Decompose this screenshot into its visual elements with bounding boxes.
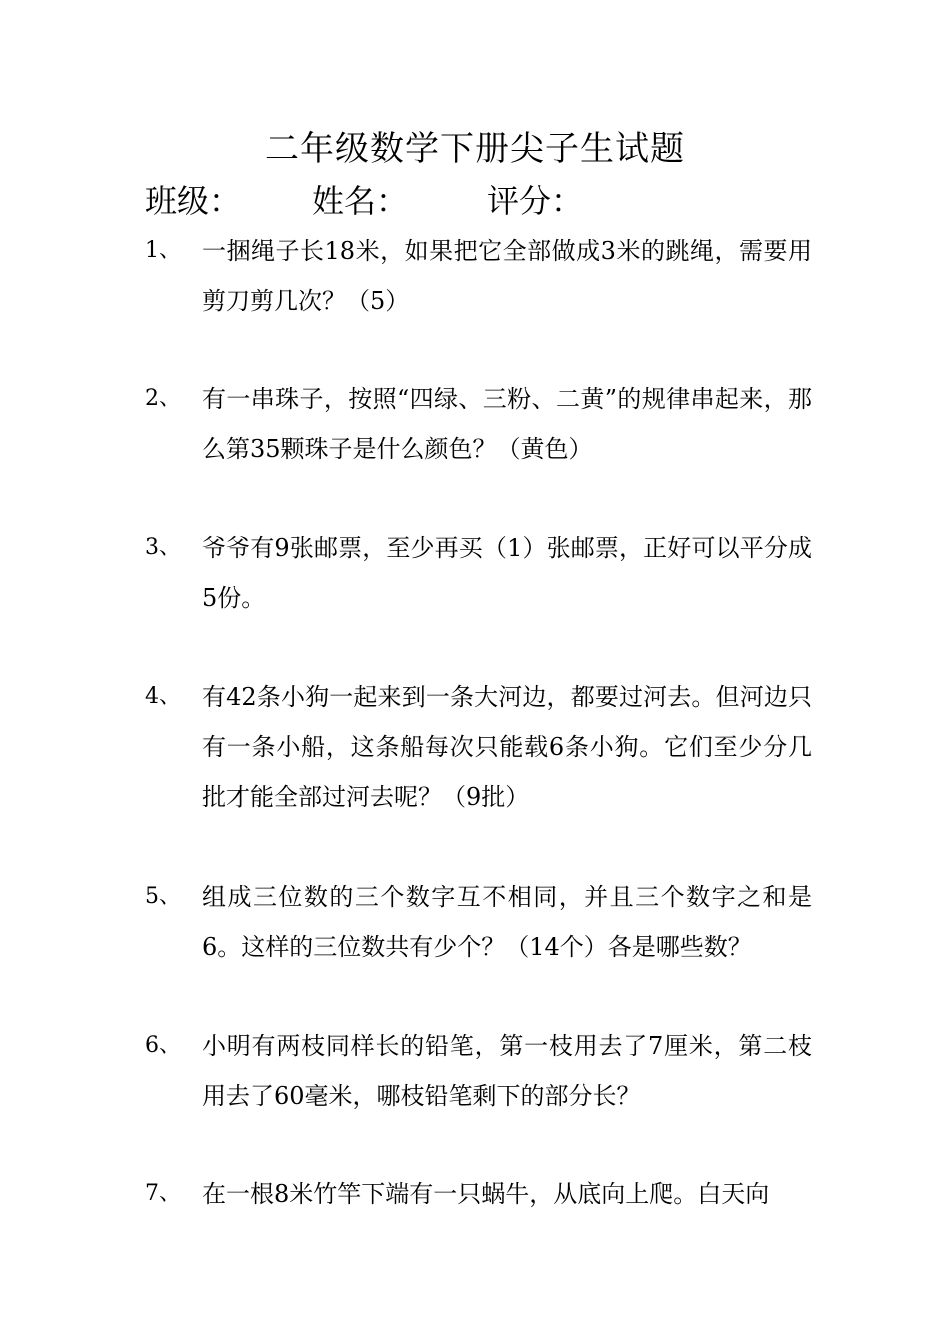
score-label: 评分： <box>487 182 584 220</box>
question-text: 有一串珠子，按照“四绿、三粉、二黄”的规律串起来，那么第35颗珠子是什么颜色？（黄色） <box>202 385 812 463</box>
class-label: 班级： <box>145 182 242 220</box>
name-label: 姓名： <box>312 182 409 220</box>
question-number: 7、 <box>145 1181 181 1206</box>
question-text: 一捆绳子长18米，如果把它全部做成3米的跳绳，需要用剪刀剪几次？（5） <box>202 237 812 315</box>
question-text: 小明有两枝同样长的铅笔，第一枝用去了7厘米，第二枝用去了60毫米，哪枝铅笔剩下的部分长？ <box>202 1032 812 1110</box>
question-text: 在一根8米竹竿下端有一只蜗牛，从底向上爬。白天向 <box>202 1180 770 1208</box>
question-text: 爷爷有9张邮票，至少再买（1）张邮票，正好可以平分成5份。 <box>202 534 812 612</box>
question-number: 1、 <box>145 238 181 263</box>
question-number: 6、 <box>145 1033 181 1058</box>
question-number: 4、 <box>145 684 181 709</box>
page-title: 二年级数学下册尖子生试题 <box>265 129 685 169</box>
question-text: 组成三位数的三个数字互不相同，并且三个数字之和是6。这样的三位数共有少个？（14个）各是哪些数？ <box>202 883 812 961</box>
question-number: 3、 <box>145 535 181 560</box>
question-number: 5、 <box>145 884 181 909</box>
question-text: 有42条小狗一起来到一条大河边，都要过河去。但河边只有一条小船，这条船每次只能载6条小狗。它们至少分几批才能全部过河去呢？（9批） <box>202 683 812 811</box>
question-number: 2、 <box>145 386 181 411</box>
